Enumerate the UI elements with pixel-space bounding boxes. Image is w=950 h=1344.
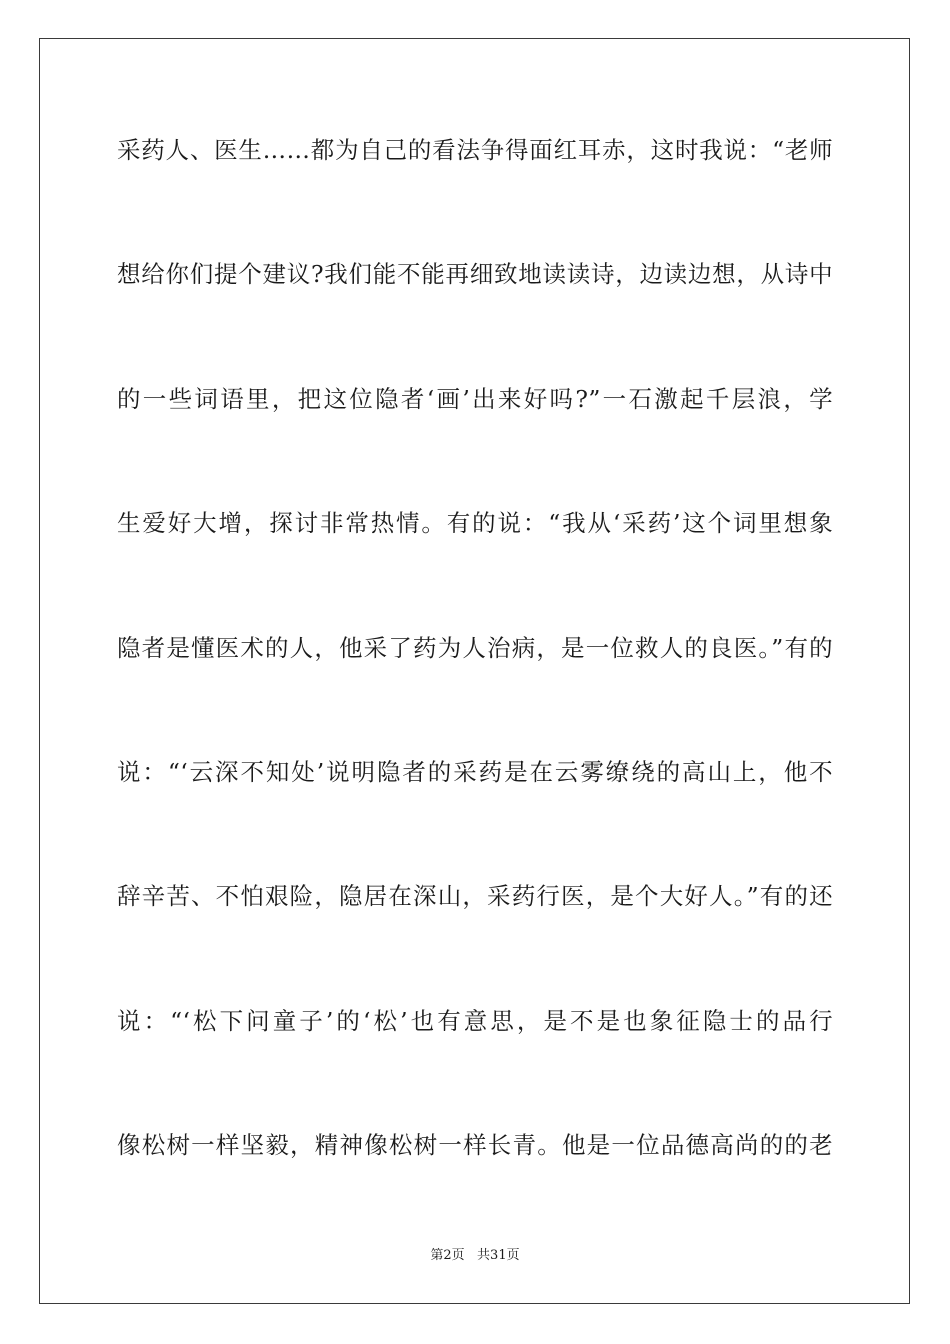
text-line-7: 辞辛苦、不怕艰险，隐居在深山，采药行医，是个大好人。”有的还	[117, 882, 833, 911]
text-line-4: 生爱好大增，探讨非常热情。有的说：“我从‘采药’这个词里想象	[117, 509, 833, 538]
page-number-footer: 第2页 共31页	[430, 1248, 520, 1263]
text-line-1: 采药人、医生……都为自己的看法争得面红耳赤，这时我说：“老师	[117, 136, 833, 164]
text-line-6: 说：“‘云深不知处’说明隐者的采药是在云雾缭绕的高山上，他不	[117, 757, 833, 786]
text-line-2: 想给你们提个建议?我们能不能再细致地读读诗，边读边想，从诗中	[117, 260, 833, 289]
body-text	[117, 128, 833, 1248]
text-line-9: 像松树一样坚毅，精神像松树一样长青。他是一位品德高尚的的老	[117, 1131, 833, 1160]
text-line-5: 隐者是懂医术的人，他采了药为人治病，是一位救人的良医。”有的	[117, 633, 833, 662]
text-line-3: 的一些词语里，把这位隐者‘画’出来好吗?”一石激起千层浪，学	[117, 384, 833, 413]
text-line-8: 说：“‘松下问童子’的‘松’也有意思，是不是也象征隐士的品行	[117, 1006, 833, 1035]
